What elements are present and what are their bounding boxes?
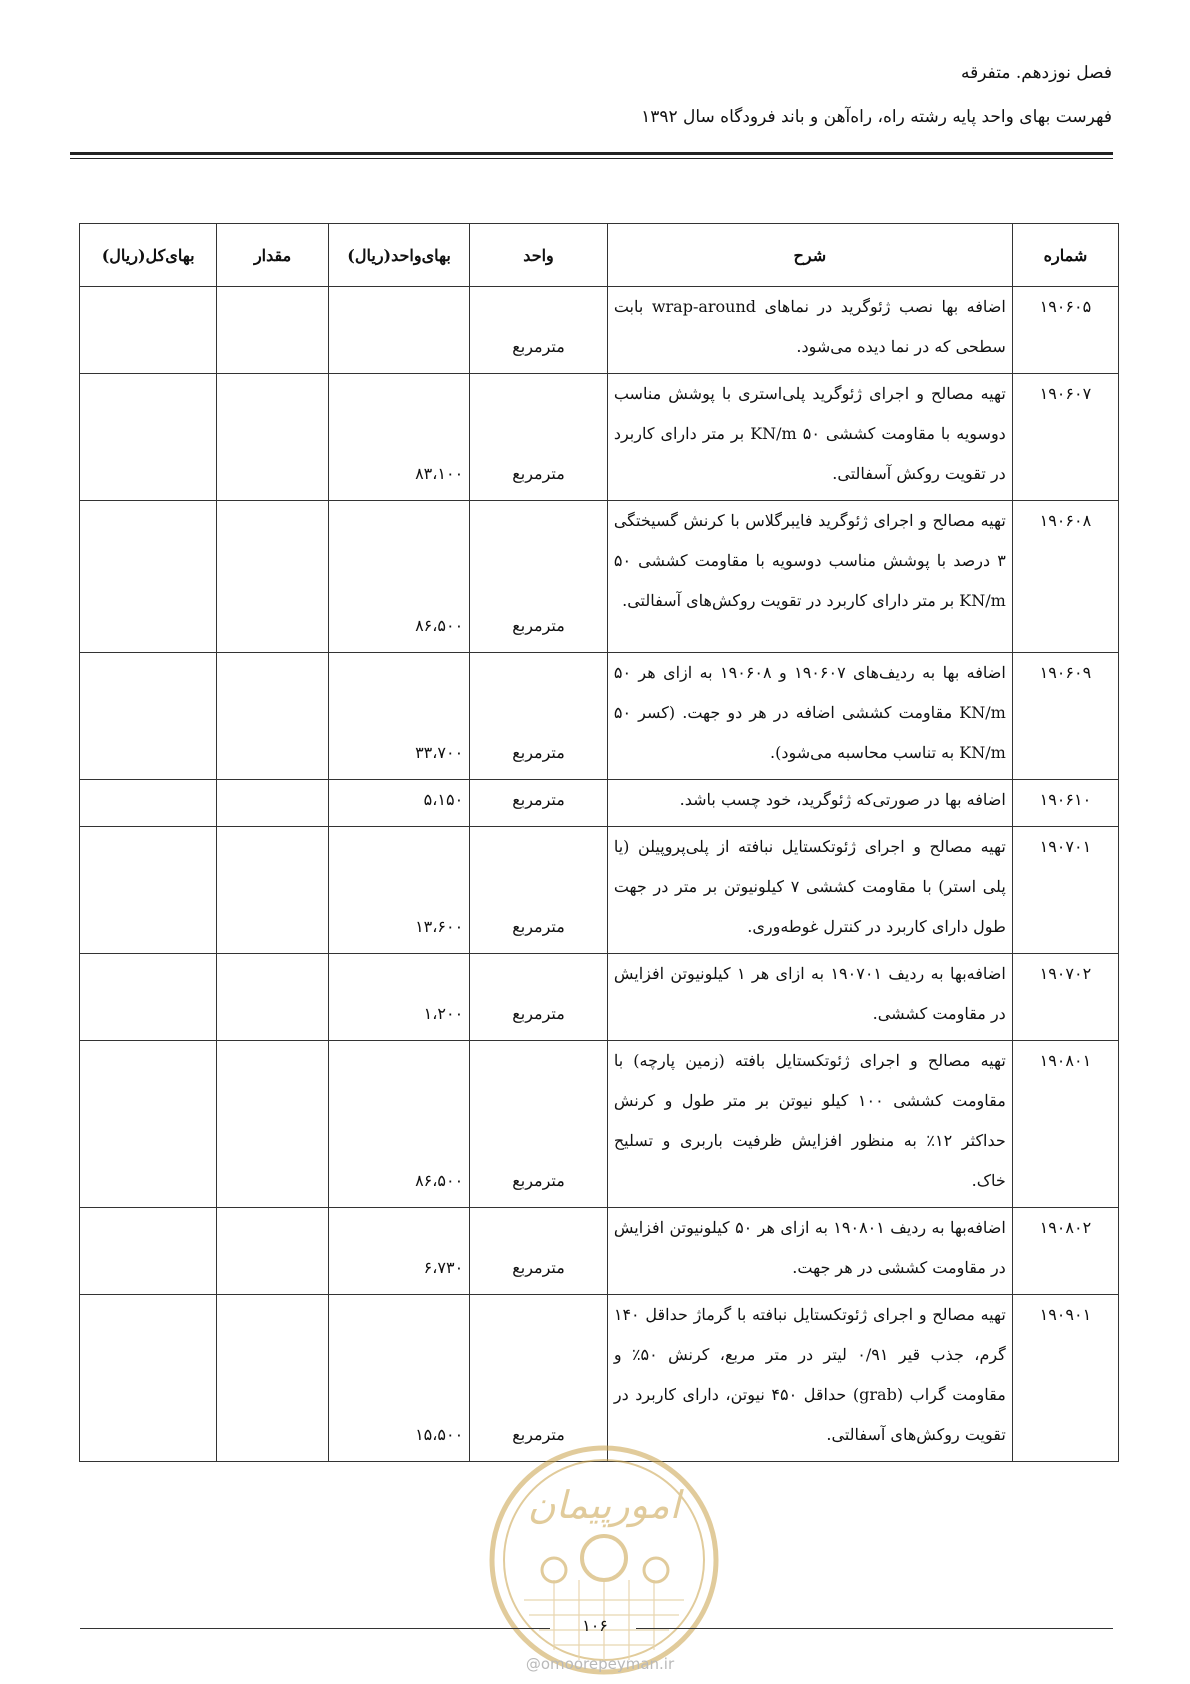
row-description: تهیه مصالح و اجرای ژئوتکستایل نبافته با گرماژ حداقل ۱۴۰ گرم، جذب قیر ۰/۹۱ لیتر در متر مربع، کرنش ۵۰٪ و مقاومت گراب (grab) حداقل ۴۵۰ نیوتن، دارای کاربرد در تقویت روکش‌های آسفالتی.: [607, 1295, 1012, 1462]
row-unit: مترمربع: [470, 827, 608, 954]
row-quantity: [217, 954, 329, 1041]
document-title: فهرست بهای واحد پایه رشته راه، راه‌آهن و باند فرودگاه سال ۱۳۹۲: [641, 107, 1112, 127]
row-unit: مترمربع: [470, 501, 608, 653]
row-unit: مترمربع: [470, 1295, 608, 1462]
row-quantity: [217, 780, 329, 827]
row-total-price: [80, 653, 217, 780]
row-unit: مترمربع: [470, 374, 608, 501]
seal-lettering: امورپیمان: [527, 1483, 681, 1527]
row-total-price: [80, 780, 217, 827]
row-unit-price: ۱،۲۰۰: [328, 954, 469, 1041]
row-unit-price: ۱۳،۶۰۰: [328, 827, 469, 954]
table-row: [80, 827, 1119, 954]
row-total-price: [80, 1041, 217, 1208]
footer-rule-left: [80, 1628, 550, 1629]
row-unit-price: ۳۳،۷۰۰: [328, 653, 469, 780]
table-row: [80, 287, 1119, 374]
row-description: اضافه بها در صورتی‌که ژئوگرید، خود چسب باشد.: [607, 780, 1012, 827]
row-description: اضافه بها نصب ژئوگرید در نماهای wrap-around بابت سطحی که در نما دیده می‌شود.: [607, 287, 1012, 374]
row-unit-price: ۵،۱۵۰: [328, 780, 469, 827]
table-row: [80, 501, 1119, 653]
seal-watermark: [484, 1440, 724, 1680]
header-number: شماره: [1012, 224, 1118, 287]
price-list-table: [79, 223, 1119, 1462]
header-unit-price: بهای‌واحد(ریال): [328, 224, 469, 287]
row-total-price: [80, 954, 217, 1041]
row-total-price: [80, 1295, 217, 1462]
row-description: تهیه مصالح و اجرای ژئوگرید پلی‌استری با پوشش مناسب دوسویه با مقاومت کششی ۵۰ KN/m بر متر دارای کاربرد در تقویت روکش آسفالتی.: [607, 374, 1012, 501]
table-row: [80, 780, 1119, 827]
row-description: تهیه مصالح و اجرای ژئوتکستایل نبافته از پلی‌پروپیلن (یا پلی استر) با مقاومت کششی ۷ کیلونیوتن بر متر در جهت طول دارای کاربرد در کنترل غوطه‌وری.: [607, 827, 1012, 954]
row-unit-price: ۶،۷۳۰: [328, 1208, 469, 1295]
row-unit: مترمربع: [470, 780, 608, 827]
chapter-title: فصل نوزدهم. متفرقه: [961, 63, 1112, 83]
header-total-price: بهای‌کل(ریال): [80, 224, 217, 287]
row-description: اضافه‌بها به ردیف ۱۹۰۷۰۱ به ازای هر ۱ کیلونیوتن افزایش در مقاومت کششی.: [607, 954, 1012, 1041]
row-number: ۱۹۰۶۰۷: [1012, 374, 1118, 501]
row-number: ۱۹۰۶۰۹: [1012, 653, 1118, 780]
row-description: اضافه‌بها به ردیف ۱۹۰۸۰۱ به ازای هر ۵۰ کیلونیوتن افزایش در مقاومت کششی در هر جهت.: [607, 1208, 1012, 1295]
row-unit: مترمربع: [470, 1041, 608, 1208]
table-row: [80, 1208, 1119, 1295]
row-quantity: [217, 1041, 329, 1208]
row-number: ۱۹۰۶۱۰: [1012, 780, 1118, 827]
row-number: ۱۹۰۶۰۸: [1012, 501, 1118, 653]
page-number: ۱۰۶: [582, 1616, 608, 1635]
row-total-price: [80, 827, 217, 954]
row-unit-price: ۱۵،۵۰۰: [328, 1295, 469, 1462]
row-quantity: [217, 374, 329, 501]
header-quantity: مقدار: [217, 224, 329, 287]
watermark-url: @omoorepeyman.ir: [525, 1655, 675, 1673]
row-unit-price: ۸۶،۵۰۰: [328, 501, 469, 653]
table-row: [80, 1295, 1119, 1462]
row-number: ۱۹۰۷۰۱: [1012, 827, 1118, 954]
header-rule-thick: [70, 152, 1113, 155]
row-unit-price: ۸۳،۱۰۰: [328, 374, 469, 501]
table-row: [80, 1041, 1119, 1208]
row-quantity: [217, 827, 329, 954]
row-unit: مترمربع: [470, 287, 608, 374]
row-total-price: [80, 287, 217, 374]
row-total-price: [80, 374, 217, 501]
row-unit: مترمربع: [470, 1208, 608, 1295]
row-unit: مترمربع: [470, 653, 608, 780]
row-description: تهیه مصالح و اجرای ژئوگرید فایبرگلاس با کرنش گسیختگی ۳ درصد با پوشش مناسب دوسویه با مقاومت کششی ۵۰ KN/m بر متر دارای کاربرد در تقویت روکش‌های آسفالتی.: [607, 501, 1012, 653]
header-rule-thin: [70, 158, 1113, 159]
row-number: ۱۹۰۹۰۱: [1012, 1295, 1118, 1462]
row-number: ۱۹۰۸۰۲: [1012, 1208, 1118, 1295]
header-description: شرح: [607, 224, 1012, 287]
page-header: [72, 60, 1112, 130]
row-unit-price: [328, 287, 469, 374]
row-quantity: [217, 287, 329, 374]
table-header-row: [80, 224, 1119, 287]
row-number: ۱۹۰۷۰۲: [1012, 954, 1118, 1041]
row-number: ۱۹۰۶۰۵: [1012, 287, 1118, 374]
row-unit: مترمربع: [470, 954, 608, 1041]
row-quantity: [217, 501, 329, 653]
footer-rule-right: [636, 1628, 1113, 1629]
table-row: [80, 954, 1119, 1041]
row-description: اضافه بها به ردیف‌های ۱۹۰۶۰۷ و ۱۹۰۶۰۸ به ازای هر ۵۰ KN/m مقاومت کششی اضافه در هر دو جهت. (کسر ۵۰ KN/m به تناسب محاسبه می‌شود).: [607, 653, 1012, 780]
row-number: ۱۹۰۸۰۱: [1012, 1041, 1118, 1208]
row-unit-price: ۸۶،۵۰۰: [328, 1041, 469, 1208]
table-row: [80, 374, 1119, 501]
header-unit: واحد: [470, 224, 608, 287]
row-total-price: [80, 1208, 217, 1295]
row-quantity: [217, 1208, 329, 1295]
row-quantity: [217, 1295, 329, 1462]
row-description: تهیه مصالح و اجرای ژئوتکستایل بافته (زمین پارچه) با مقاومت کششی ۱۰۰ کیلو نیوتن بر متر طول و کرنش حداکثر ۱۲٪ به منظور افزایش ظرفیت باربری و تسلیح خاک.: [607, 1041, 1012, 1208]
table-row: [80, 653, 1119, 780]
row-total-price: [80, 501, 217, 653]
table-body: [80, 287, 1119, 1462]
row-quantity: [217, 653, 329, 780]
